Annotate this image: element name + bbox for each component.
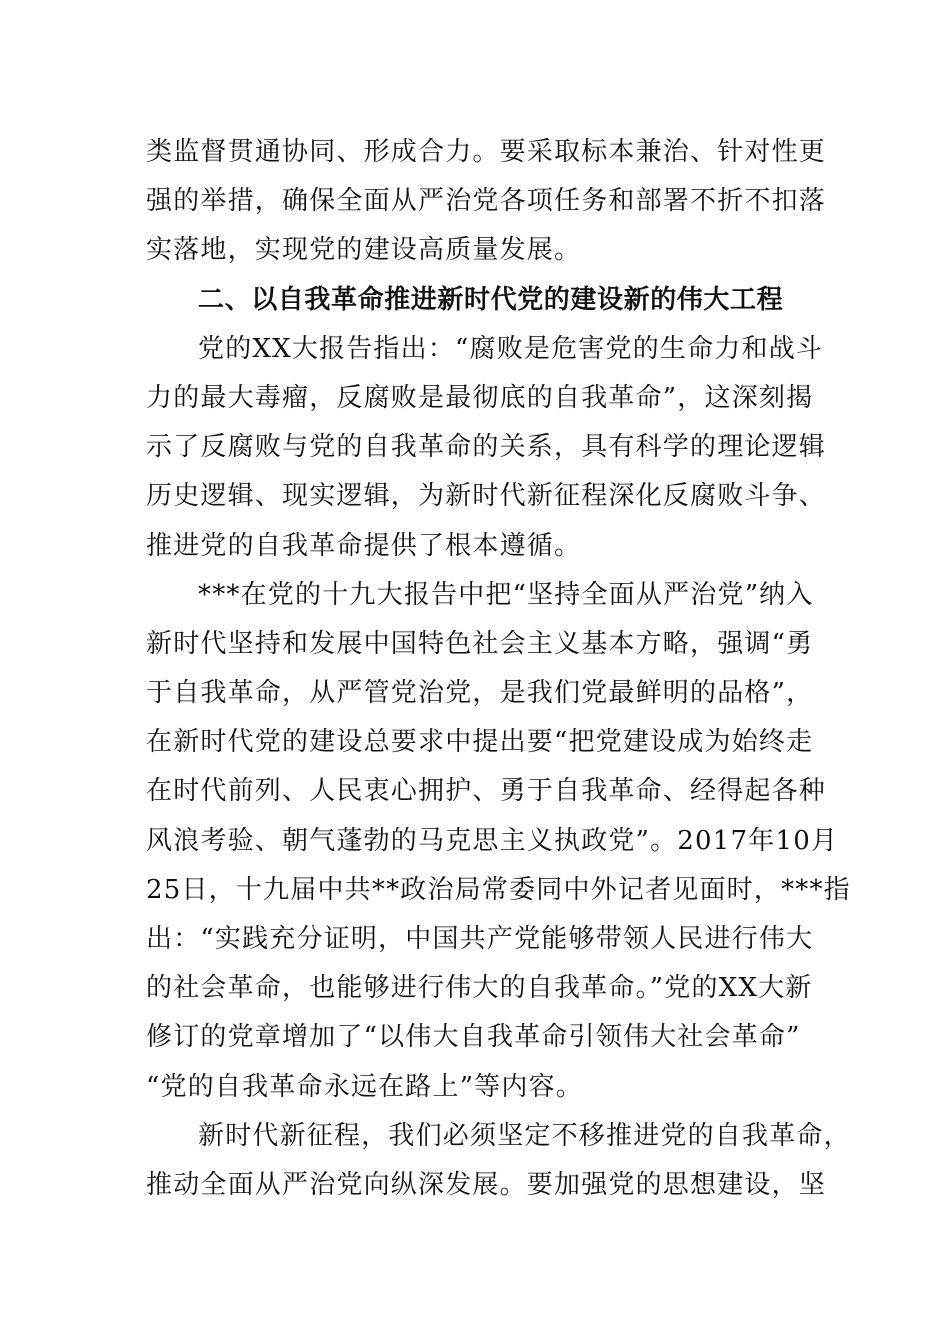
paragraph-first-line: 新时代新征程，我们必须坚定不移推进党的自我革命， xyxy=(198,1120,851,1151)
body-line: “党的自我革命永远在路上”等内容。 xyxy=(146,1071,583,1102)
body-line: 类监督贯通协同、形成合力。要采取标本兼治、针对性更 xyxy=(146,137,827,167)
body-line: 推动全面从严治党向纵深发展。要加强党的思想建设，坚 xyxy=(146,1169,827,1200)
paragraph-first-line: 党的XX大报告指出：“腐败是危害党的生命力和战斗 xyxy=(198,333,824,364)
body-line: 25日，十九届中共**政治局常委同中外记者见面时，***指 xyxy=(146,874,851,905)
paragraph-first-line: ***在党的十九大报告中把“坚持全面从严治党”纳入 xyxy=(198,579,814,610)
body-line: 的社会革命，也能够进行伟大的自我革命。”党的XX大新 xyxy=(146,973,813,1004)
body-line: 出：“实践充分证明，中国共产党能够带领人民进行伟大 xyxy=(146,924,814,954)
body-line: 修订的党章增加了“以伟大自我革命引领伟大社会革命” xyxy=(146,1022,801,1053)
body-line: 在新时代党的建设总要求中提出要“把党建设成为始终走 xyxy=(146,727,814,758)
body-line: 在时代前列、人民衷心拥护、勇于自我革命、经得起各种 xyxy=(146,776,827,807)
body-line: 强的举措，确保全面从严治党各项任务和部署不折不扣落 xyxy=(146,186,827,217)
body-line: 推进党的自我革命提供了根本遵循。 xyxy=(146,530,582,561)
body-line: 实落地，实现党的建设高质量发展。 xyxy=(146,235,582,266)
body-line: 风浪考验、朝气蓬勃的马克思主义执政党”。2017年10月 xyxy=(146,825,839,856)
body-line: 力的最大毒瘤，反腐败是最彻底的自我革命”，这深刻揭 xyxy=(146,382,814,413)
body-line: 示了反腐败与党的自我革命的关系，具有科学的理论逻辑 xyxy=(146,432,827,463)
body-line: 历史逻辑、现实逻辑，为新时代新征程深化反腐败斗争、 xyxy=(146,481,827,512)
body-line: 于自我革命，从严管党治党，是我们党最鲜明的品格”， xyxy=(146,678,814,709)
section-heading: 二、以自我革命推进新时代党的建设新的伟大工程 xyxy=(198,284,784,315)
document-body xyxy=(146,128,851,1210)
body-line: 新时代坚持和发展中国特色社会主义基本方略，强调“勇 xyxy=(146,628,814,659)
